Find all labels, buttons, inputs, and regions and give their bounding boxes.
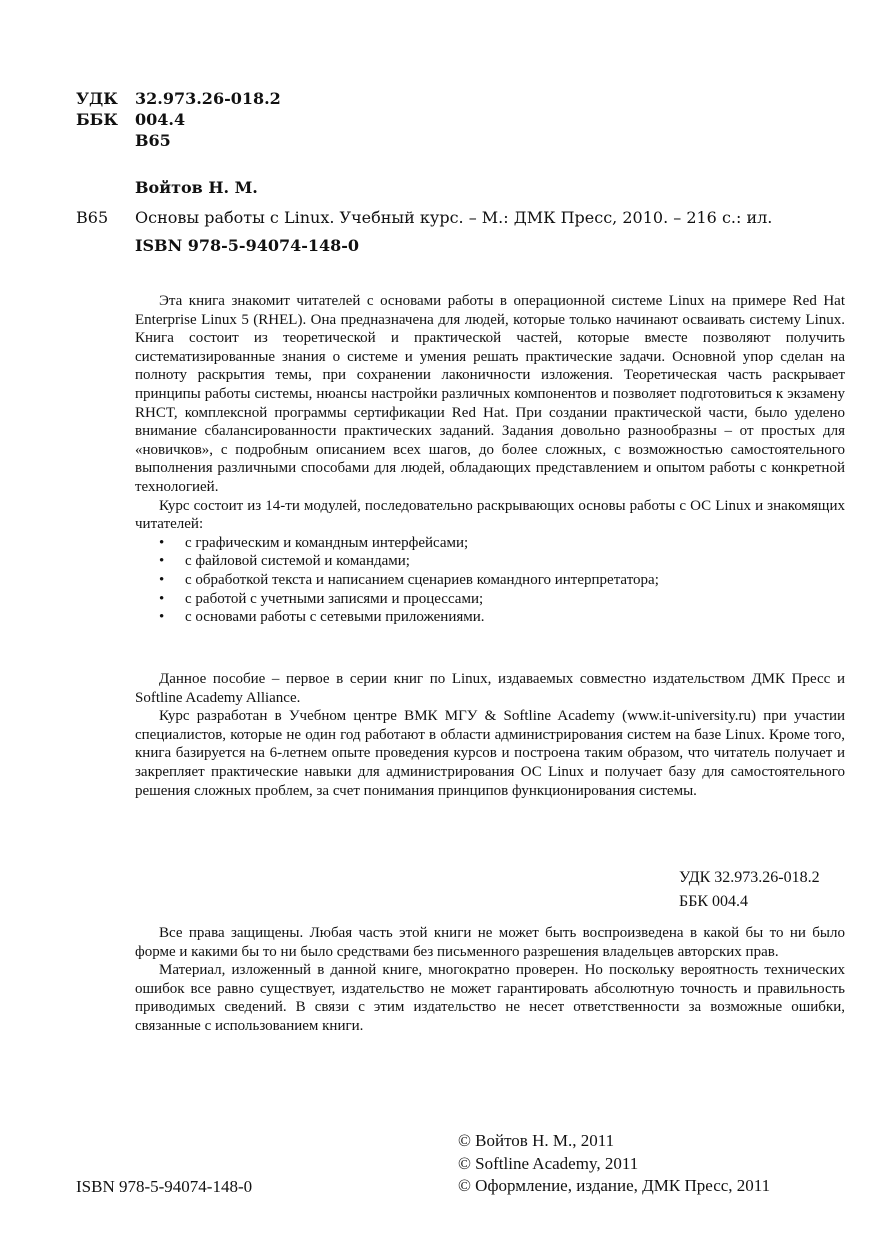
book-title-line: Основы работы с Linux. Учебный курс. – М.: ДМК Пресс, 2010. – 216 с.: ил. [135,208,773,227]
udk-code: УДК 32.973.26-018.2 [679,869,820,886]
rights-paragraph-1: Все права защищены. Любая часть этой книги не может быть воспроизведена в какой бы то ни было форме и какими бы то ни было средствами без письменного разрешения владельцев авторских прав. [135,925,845,960]
author-name: Войтов Н. М. [135,178,258,197]
list-item: • с работой с учетными записями и процессами; [159,590,484,607]
abstract-paragraph-1: Эта книга знакомит читателей с основами работы в операционной системе Linux на примере Red Hat Enterprise Linux 5 (RHEL). Она предназначена для людей, которые только начинают осваивать систему Linux. Книга состоит из теоретической и практической частей, которые вместе позволяют получить систематизированные знания о системе и умения решать практические задачи. Основной упор сделан на полноту раскрытия темы, при сохранении лаконичности изложения. Теоретическая часть раскрывает принципы работы системы, нюансы настройки различных компонентов и позволяет подготовиться к экзамену RHCT, комплексной программы сертификации Red Hat. При создании практической части, было уделено внимание сбалансированности практических заданий. Задания довольно разнообразны – от простых для «новичков», с подробным описанием всех шагов, до более сложных, с возможностью самостоятельного выполнения различными способами для людей, обладающих представлением и опытом работы с конкретной технологией. [135,293,845,495]
record-mark: В65 [76,208,109,227]
bbk-code: ББК 004.4 [679,893,749,910]
bullet-icon: • [159,571,165,588]
copyright-publisher: © Оформление, издание, ДМК Пресс, 2011 [458,1176,771,1195]
abstract [135,292,845,627]
rights-paragraph-2: Материал, изложенный в данной книге, многократно проверен. Но поскольку вероятность технических ошибок все равно существует, издательство не может гарантировать абсолютную точность и правильность приводимых сведений. В связи с этим издательство не несет ответственности за возможные ошибки, связанные с использованием книги. [135,962,845,1034]
bullet-icon: • [159,553,165,570]
isbn-record: ISBN 978-5-94074-148-0 [135,236,360,255]
copyright-block [458,1130,770,1198]
modules-list [135,534,845,627]
abstract-paragraph-3: Данное пособие – первое в серии книг по Linux, издаваемых совместно издательством ДМК Пресс и Softline Academy Alliance. [135,671,845,706]
list-item: • с файловой системой и командами; [159,553,410,570]
bullet-icon: • [159,534,165,551]
author-mark: В65 [135,131,171,150]
right-codes [679,866,820,914]
rights-notice [135,924,845,1036]
copyright-softline: © Softline Academy, 2011 [458,1153,639,1173]
abstract-paragraph-2: Курс состоит из 14-ти модулей, последовательно раскрывающих основы работы с ОС Linux и знакомящих читателей: [135,497,845,533]
bbk-label: ББК [76,110,118,129]
series-info [135,670,845,800]
list-item: • с обработкой текста и написанием сценариев командного интерпретатора; [159,571,659,588]
udk-label: УДК [76,89,118,108]
udk-value: 32.973.26-018.2 [135,89,281,108]
bbk-value: 004.4 [135,110,186,129]
isbn-footer: ISBN 978-5-94074-148-0 [76,1177,253,1196]
abstract-paragraph-4: Курс разработан в Учебном центре ВМК МГУ & Softline Academy (www.it-university.ru) при участии специалистов, которые не один год работают в области администрирования систем на базе Linux. Кроме того, книга базируется на 6-летнем опыте проведения курсов и построена таким образом, что читатель получает и закрепляет практические навыки для администрирования ОС Linux и получает базу для самостоятельного решения сложных проблем, за счет понимания принципов функционирования системы. [135,708,845,799]
copyright-author: © Войтов Н. М., 2011 [458,1131,615,1150]
bullet-icon: • [159,590,165,607]
bullet-icon: • [159,609,165,626]
list-item: • с графическим и командным интерфейсами; [159,534,469,551]
list-item: • с основами работы с сетевыми приложениями. [159,609,485,626]
